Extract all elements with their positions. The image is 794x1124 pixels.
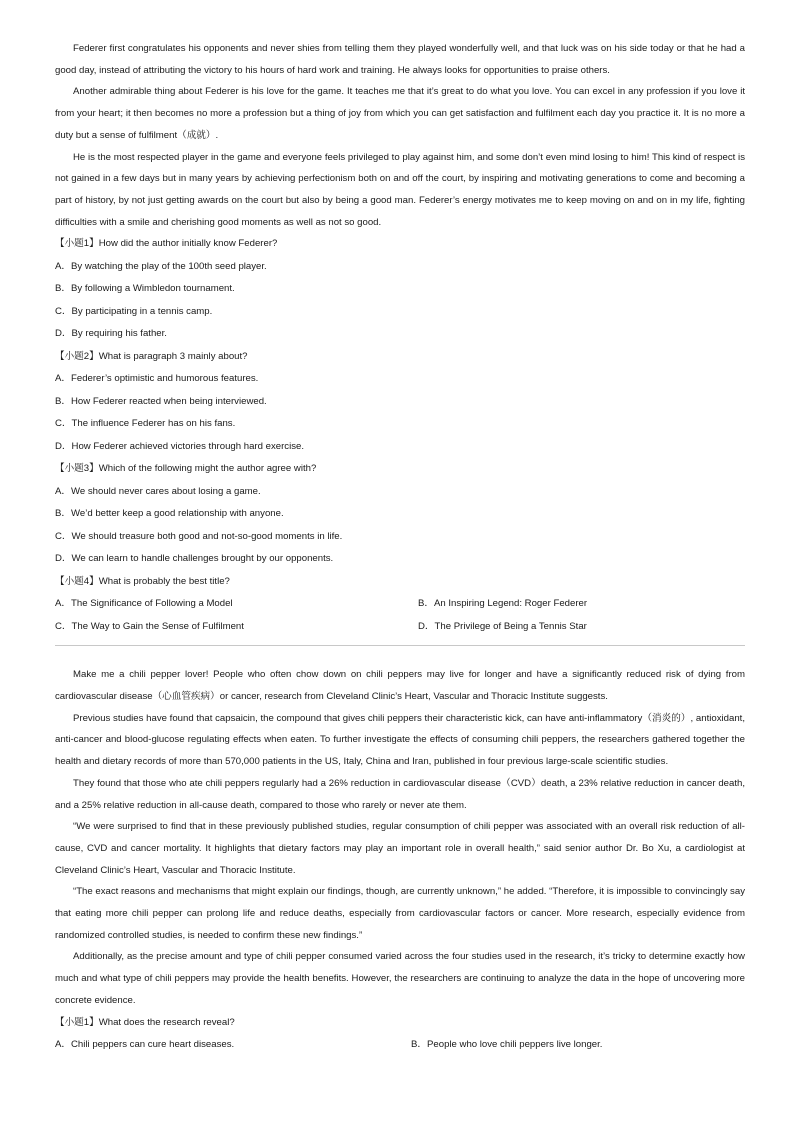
passage2-question-1-stem: 【小题1】What does the research reveal? (55, 1016, 235, 1028)
question-2-option-d: D．How Federer achieved victories through hard exercise. (55, 440, 305, 452)
passage2-question-1-options-row (55, 1034, 745, 1057)
document-page (55, 38, 745, 1057)
passage1-paragraph-1: Federer first congratulates his opponents and never shies from telling them they played wonderfully well, and that luck was on his side today or that he had a good day, instead of attributing the victory to his hours of hard work and training. He always looks for opportunities to praise others. (55, 43, 745, 76)
passage-divider (55, 645, 745, 646)
question-2-option-a: A．Federer’s optimistic and humorous features. (55, 373, 259, 385)
passage1-paragraph-2: Another admirable thing about Federer is his love for the game. It teaches me that it’s great to do what you love. You can excel in any profession if you love it from your heart; it then becomes no more a profession but a thing of joy from which you can get satisfaction and fulfilment each day you practice it. It is no more a duty but a sense of fulfilment（成就）. (55, 86, 745, 141)
question-3-option-c: C．We should treasure both good and not-so-good moments in life. (55, 530, 343, 542)
passage2-paragraph-2: Previous studies have found that capsaicin, the compound that gives chili peppers their characteristic kick, can have anti-inflammatory（消炎的）, antioxidant, anti-cancer and blood-glucose regulating effects when eaten. To further investigate the effects of consuming chili peppers, the researchers gathered together the health and dietary records of more than 570,000 patients in the US, Italy, China and Iran, published in four previous large-scale scientific studies. (55, 712, 745, 768)
question-4-option-a: A．The Significance of Following a Model (55, 598, 233, 610)
question-3-option-d: D．We can learn to handle challenges brought by our opponents. (55, 553, 334, 565)
question-4-option-b: B．An Inspiring Legend: Roger Federer (418, 598, 588, 610)
question-2-option-c: C．The influence Federer has on his fans. (55, 418, 236, 430)
question-4-option-d: D．The Privilege of Being a Tennis Star (418, 620, 587, 632)
passage2-paragraph-3: They found that those who ate chili peppers regularly had a 26% reduction in cardiovascular disease（CVD）death, a 23% relative reduction in cancer death, and a 25% relative reduction in all-cause death, compared to those who rarely or never ate them. (55, 777, 745, 811)
passage2-paragraph-1: Make me a chili pepper lover! People who often chow down on chili peppers may live for longer and have a significantly reduced risk of dying from cardiovascular disease（心血管疾病）or cancer, research from Cleveland Clinic’s Heart, Vascular and Thoracic Institute suggests. (55, 669, 745, 703)
question-1-stem: 【小题1】How did the author initially know Federer? (55, 238, 278, 250)
question-4-options-row-2 (55, 616, 745, 639)
passage2-paragraph-6: Additionally, as the precise amount and type of chili pepper consumed varied across the four studies used in the research, it’s tricky to determine exactly how much and what type of chili peppers may provide the health benefits. However, the researchers are continuing to analyze the data in the hope of uncovering more concrete evidence. (55, 951, 745, 1006)
question-1-option-c: C．By participating in a tennis camp. (55, 305, 213, 317)
passage2-question-1-option-a: A．Chili peppers can cure heart diseases. (55, 1039, 235, 1051)
passage1-paragraph-3: He is the most respected player in the game and everyone feels privileged to play against him, and some don’t even mind losing to him! This kind of respect is not gained in a few days but in many years by achieving perfectionism both on and off the court, by inspiring and motivating generations to come and becoming a part of history, by not just getting awards on the court but also by being a good man. Federer’s energy motivates me to keep moving on and on in my life, fighting difficulties with a smile and cherishing good moments as well as not so good. (55, 151, 745, 228)
question-4-stem: 【小题4】What is probably the best title? (55, 575, 230, 587)
passage2-paragraph-5: “The exact reasons and mechanisms that might explain our findings, though, are currently unknown,” he added. “Therefore, it is impossible to convincingly say that eating more chili pepper can prolong life and reduce deaths, especially from cardiovascular factors or cancer. More research, especially evidence from randomized controlled studies, is needed to confirm these new findings.” (55, 886, 745, 941)
question-3-option-a: A．We should never cares about losing a game. (55, 485, 261, 497)
question-1-option-b: B．By following a Wimbledon tournament. (55, 283, 235, 295)
question-1-option-a: A．By watching the play of the 100th seed player. (55, 260, 267, 272)
question-1-option-d: D．By requiring his father. (55, 328, 167, 340)
passage2-question-1-option-b: B．People who love chili peppers live longer. (411, 1039, 603, 1051)
question-3-stem: 【小题3】Which of the following might the author agree with? (55, 463, 317, 475)
passage2-paragraph-4: “We were surprised to find that in these previously published studies, regular consumption of chili pepper was associated with an overall risk reduction of all-cause, CVD and cancer mortality. It highlights that dietary factors may play an important role in overall health,” said senior author Dr. Bo Xu, a cardiologist at Cleveland Clinic’s Heart, Vascular and Thoracic Institute. (55, 821, 745, 876)
question-4-options-row-1 (55, 593, 745, 616)
question-2-option-b: B．How Federer reacted when being interviewed. (55, 395, 267, 407)
question-3-option-b: B．We’d better keep a good relationship with anyone. (55, 508, 284, 520)
question-4-option-c: C．The Way to Gain the Sense of Fulfilment (55, 620, 244, 632)
question-2-stem: 【小题2】What is paragraph 3 mainly about? (55, 350, 248, 362)
